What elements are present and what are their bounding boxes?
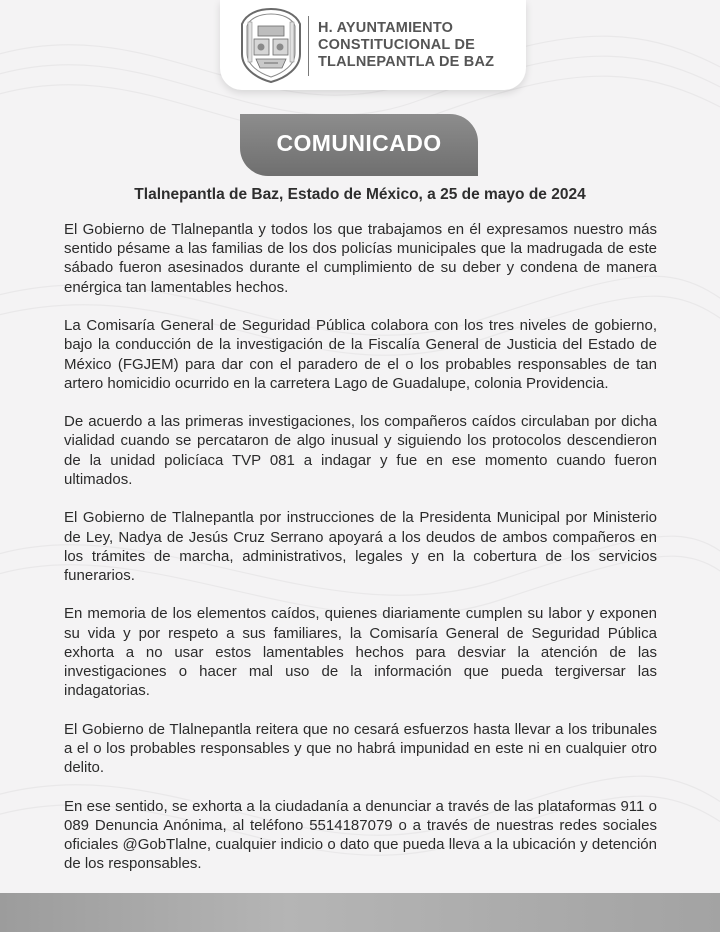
footer-band [0, 893, 720, 932]
paragraph: La Comisaría General de Seguridad Pública colabora con los tres niveles de gobierno, bajo la conducción de la investigación de la Fiscalía General de Justicia del Estado de México (FGJEM) para dar con el paradero de el o los probables responsables de tan artero homicidio ocurrido en la carretera Lago de Guadalupe, colonia Providencia. [64, 317, 657, 392]
comunicado-label: COMUNICADO [276, 130, 442, 156]
paragraph: En memoria de los elementos caídos, quienes diariamente cumplen su labor y exponen su vida y por respeto a sus familiares, la Comisaría General de Seguridad Pública exhorta a no usar estos lamentables hechos para desviar la atención de las investigaciones o hacer mal uso de la información que pueda tergiversar las indagatorias. [64, 605, 657, 700]
comunicado-badge [240, 114, 478, 176]
org-name-line: CONSTITUCIONAL DE [318, 37, 475, 53]
organization-name [318, 20, 518, 71]
paragraph: En ese sentido, se exhorta a la ciudadanía a denunciar a través de las plataformas 911 o 089 Denuncia Anónima, al teléfono 5514187079 o a través de nuestras redes sociales oficiales @GobTlalne, cualquier indicio o dato que pueda lleva a la ubicación y detención de los responsables. [64, 797, 657, 873]
dateline: Tlalnepantla de Baz, Estado de México, a 25 de mayo de 2024 [134, 186, 586, 203]
paragraph: El Gobierno de Tlalnepantla reitera que no cesará esfuerzos hasta llevar a los tribunales a el o los probables responsables y que no habrá impunidad en este ni en cualquier otro delito. [64, 720, 657, 777]
paragraph: De acuerdo a las primeras investigaciones, los compañeros caídos circulaban por dicha vialidad cuando se percataron de algo inusual y siguiendo los protocolos descendieron de la unidad policíaca TVP 081 a indagar y fue en ese momento cuando fueron ultimados. [64, 413, 657, 488]
statement-body [64, 220, 657, 893]
paragraph: El Gobierno de Tlalnepantla por instrucciones de la Presidenta Municipal por Ministerio de Ley, Nadya de Jesús Cruz Serrano apoyará a los deudos de ambos compañeros en los trámites de marcha, administrativos, legales y en la cobertura de los servicios funerarios. [64, 509, 657, 584]
municipal-seal-icon [236, 6, 306, 84]
org-name-line: H. AYUNTAMIENTO [318, 20, 454, 36]
header-divider [308, 16, 309, 76]
paragraph: El Gobierno de Tlalnepantla y todos los que trabajamos en él expresamos nuestro más sentido pésame a las familias de los dos policías municipales que la madrugada de este sábado fueron asesinados durante el cumplimiento de su deber y condena de manera enérgica tan lamentables hechos. [64, 221, 657, 296]
org-name-line: TLALNEPANTLA DE BAZ [318, 54, 495, 70]
